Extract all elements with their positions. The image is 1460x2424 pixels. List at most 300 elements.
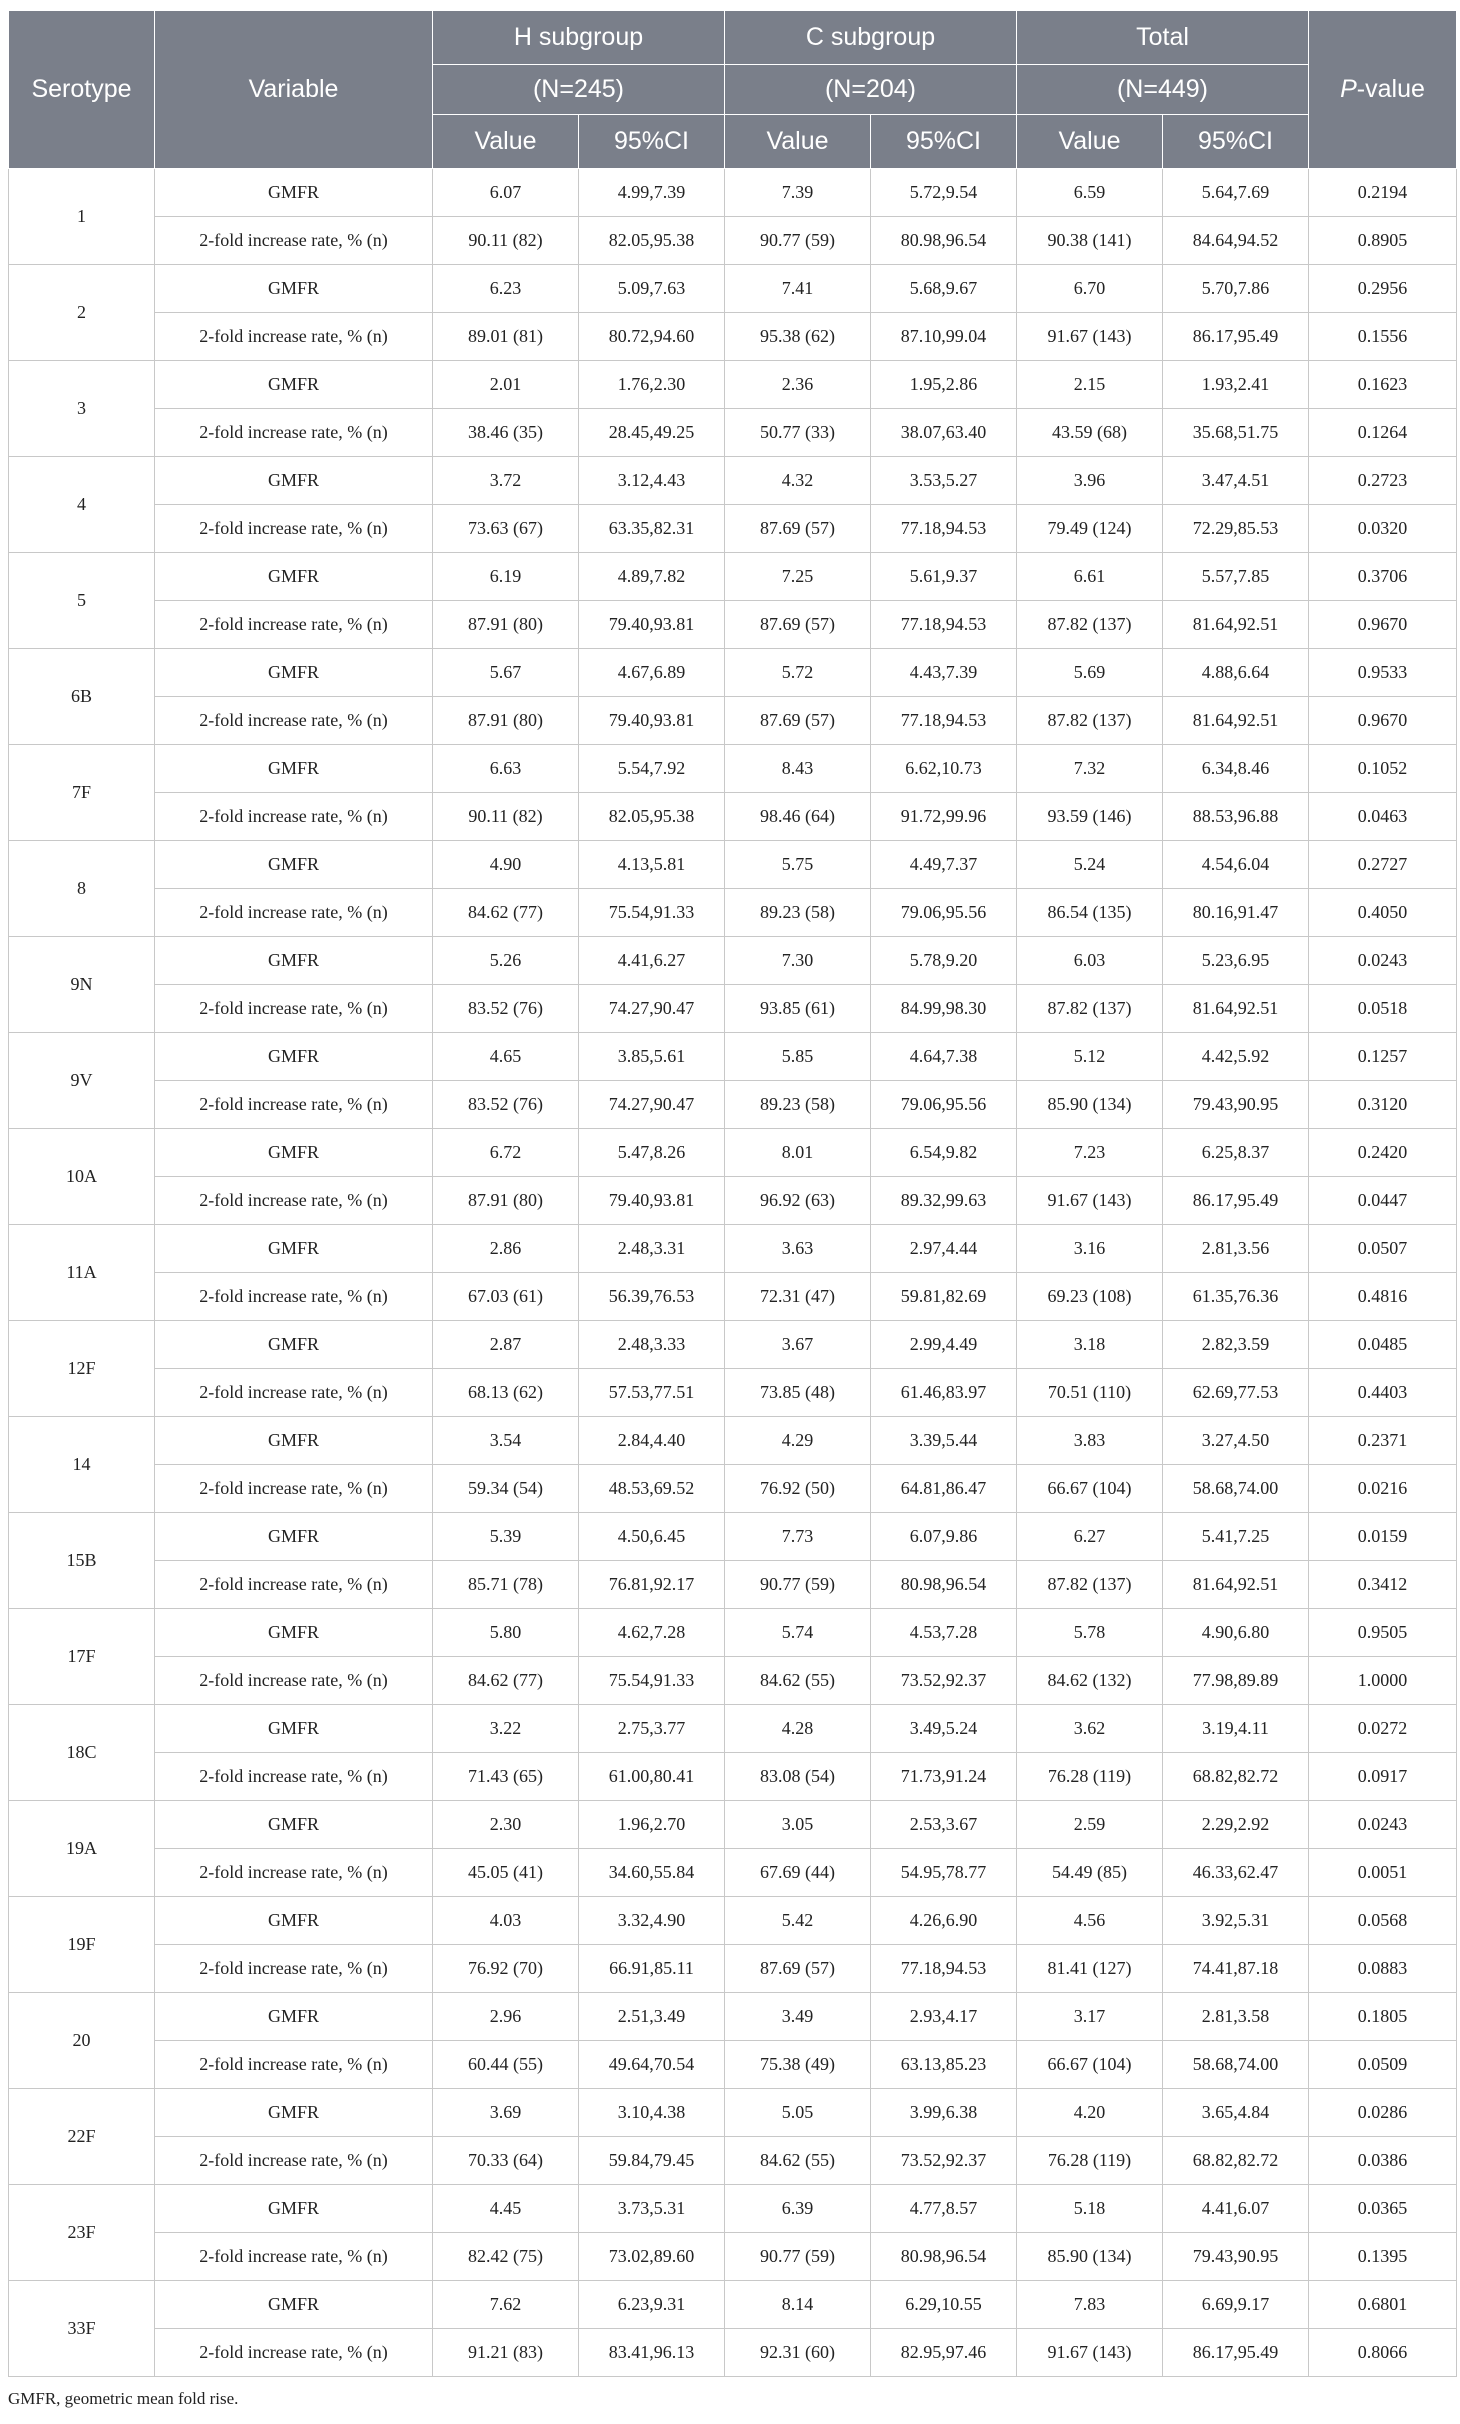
value-cell: 63.13,85.23 [871, 2041, 1017, 2089]
value-cell: 6.25,8.37 [1163, 1129, 1309, 1177]
table-row [9, 793, 1457, 841]
value-cell: 60.44 (55) [433, 2041, 579, 2089]
value-cell: 79.06,95.56 [871, 1081, 1017, 1129]
variable-cell: GMFR [155, 1033, 433, 1081]
table-row [9, 1129, 1457, 1177]
value-cell: 4.45 [433, 2185, 579, 2233]
value-cell: 2.99,4.49 [871, 1321, 1017, 1369]
value-cell: 3.12,4.43 [579, 457, 725, 505]
value-cell: 48.53,69.52 [579, 1465, 725, 1513]
value-cell: 90.38 (141) [1017, 217, 1163, 265]
value-cell: 3.39,5.44 [871, 1417, 1017, 1465]
value-cell: 85.90 (134) [1017, 2233, 1163, 2281]
value-cell: 82.95,97.46 [871, 2329, 1017, 2377]
value-cell: 3.65,4.84 [1163, 2089, 1309, 2137]
value-cell: 1.0000 [1309, 1657, 1457, 1705]
table-row [9, 1849, 1457, 1897]
header-variable: Variable [155, 11, 433, 169]
value-cell: 81.64,92.51 [1163, 985, 1309, 1033]
value-cell: 43.59 (68) [1017, 409, 1163, 457]
table-body [9, 169, 1457, 2377]
value-cell: 87.69 (57) [725, 601, 871, 649]
value-cell: 4.62,7.28 [579, 1609, 725, 1657]
value-cell: 89.01 (81) [433, 313, 579, 361]
value-cell: 3.73,5.31 [579, 2185, 725, 2233]
table-row [9, 1321, 1457, 1369]
header-ci: 95%CI [871, 115, 1017, 169]
value-cell: 5.05 [725, 2089, 871, 2137]
value-cell: 8.43 [725, 745, 871, 793]
variable-cell: 2-fold increase rate, % (n) [155, 1753, 433, 1801]
variable-cell: GMFR [155, 937, 433, 985]
serotype-cell: 6B [9, 649, 155, 745]
variable-cell: GMFR [155, 361, 433, 409]
table-row [9, 313, 1457, 361]
header-value: Value [1017, 115, 1163, 169]
value-cell: 4.50,6.45 [579, 1513, 725, 1561]
value-cell: 4.43,7.39 [871, 649, 1017, 697]
value-cell: 35.68,51.75 [1163, 409, 1309, 457]
value-cell: 0.2420 [1309, 1129, 1457, 1177]
value-cell: 0.0463 [1309, 793, 1457, 841]
value-cell: 2.81,3.58 [1163, 1993, 1309, 2041]
value-cell: 7.73 [725, 1513, 871, 1561]
serotype-cell: 12F [9, 1321, 155, 1417]
variable-cell: 2-fold increase rate, % (n) [155, 2137, 433, 2185]
value-cell: 2.48,3.31 [579, 1225, 725, 1273]
value-cell: 7.30 [725, 937, 871, 985]
value-cell: 38.46 (35) [433, 409, 579, 457]
value-cell: 2.82,3.59 [1163, 1321, 1309, 1369]
value-cell: 5.72,9.54 [871, 169, 1017, 217]
value-cell: 54.95,78.77 [871, 1849, 1017, 1897]
value-cell: 4.13,5.81 [579, 841, 725, 889]
variable-cell: 2-fold increase rate, % (n) [155, 601, 433, 649]
value-cell: 59.34 (54) [433, 1465, 579, 1513]
value-cell: 86.54 (135) [1017, 889, 1163, 937]
value-cell: 0.0386 [1309, 2137, 1457, 2185]
value-cell: 85.90 (134) [1017, 1081, 1163, 1129]
value-cell: 7.23 [1017, 1129, 1163, 1177]
value-cell: 76.92 (70) [433, 1945, 579, 1993]
value-cell: 0.3120 [1309, 1081, 1457, 1129]
value-cell: 4.67,6.89 [579, 649, 725, 697]
table-row [9, 601, 1457, 649]
value-cell: 0.8066 [1309, 2329, 1457, 2377]
value-cell: 72.31 (47) [725, 1273, 871, 1321]
variable-cell: 2-fold increase rate, % (n) [155, 793, 433, 841]
value-cell: 4.56 [1017, 1897, 1163, 1945]
value-cell: 28.45,49.25 [579, 409, 725, 457]
value-cell: 90.77 (59) [725, 1561, 871, 1609]
value-cell: 7.41 [725, 265, 871, 313]
value-cell: 0.0568 [1309, 1897, 1457, 1945]
value-cell: 72.29,85.53 [1163, 505, 1309, 553]
value-cell: 4.29 [725, 1417, 871, 1465]
header-p-italic: P [1340, 75, 1357, 103]
variable-cell: 2-fold increase rate, % (n) [155, 217, 433, 265]
value-cell: 77.18,94.53 [871, 505, 1017, 553]
value-cell: 2.96 [433, 1993, 579, 2041]
value-cell: 0.0216 [1309, 1465, 1457, 1513]
value-cell: 66.91,85.11 [579, 1945, 725, 1993]
value-cell: 5.47,8.26 [579, 1129, 725, 1177]
header-value: Value [433, 115, 579, 169]
value-cell: 3.96 [1017, 457, 1163, 505]
value-cell: 79.40,93.81 [579, 1177, 725, 1225]
value-cell: 3.27,4.50 [1163, 1417, 1309, 1465]
value-cell: 68.82,82.72 [1163, 2137, 1309, 2185]
value-cell: 4.41,6.27 [579, 937, 725, 985]
value-cell: 75.38 (49) [725, 2041, 871, 2089]
value-cell: 83.08 (54) [725, 1753, 871, 1801]
variable-cell: 2-fold increase rate, % (n) [155, 1081, 433, 1129]
value-cell: 88.53,96.88 [1163, 793, 1309, 841]
value-cell: 80.16,91.47 [1163, 889, 1309, 937]
value-cell: 58.68,74.00 [1163, 1465, 1309, 1513]
variable-cell: 2-fold increase rate, % (n) [155, 1177, 433, 1225]
table-row [9, 2041, 1457, 2089]
value-cell: 5.78 [1017, 1609, 1163, 1657]
value-cell: 38.07,63.40 [871, 409, 1017, 457]
value-cell: 7.25 [725, 553, 871, 601]
value-cell: 8.14 [725, 2281, 871, 2329]
header-serotype: Serotype [9, 11, 155, 169]
variable-cell: 2-fold increase rate, % (n) [155, 1657, 433, 1705]
serotype-cell: 33F [9, 2281, 155, 2377]
value-cell: 86.17,95.49 [1163, 2329, 1309, 2377]
table-row [9, 937, 1457, 985]
value-cell: 3.63 [725, 1225, 871, 1273]
table-row [9, 553, 1457, 601]
value-cell: 5.09,7.63 [579, 265, 725, 313]
value-cell: 82.05,95.38 [579, 217, 725, 265]
value-cell: 3.85,5.61 [579, 1033, 725, 1081]
value-cell: 3.67 [725, 1321, 871, 1369]
table-row [9, 2281, 1457, 2329]
value-cell: 45.05 (41) [433, 1849, 579, 1897]
table-row [9, 2185, 1457, 2233]
value-cell: 5.24 [1017, 841, 1163, 889]
value-cell: 0.2956 [1309, 265, 1457, 313]
value-cell: 4.64,7.38 [871, 1033, 1017, 1081]
value-cell: 0.2194 [1309, 169, 1457, 217]
value-cell: 5.67 [433, 649, 579, 697]
value-cell: 0.8905 [1309, 217, 1457, 265]
value-cell: 59.81,82.69 [871, 1273, 1017, 1321]
value-cell: 5.80 [433, 1609, 579, 1657]
variable-cell: 2-fold increase rate, % (n) [155, 409, 433, 457]
value-cell: 4.53,7.28 [871, 1609, 1017, 1657]
value-cell: 74.41,87.18 [1163, 1945, 1309, 1993]
table-row [9, 1609, 1457, 1657]
value-cell: 3.72 [433, 457, 579, 505]
value-cell: 83.41,96.13 [579, 2329, 725, 2377]
serotype-cell: 9N [9, 937, 155, 1033]
value-cell: 6.34,8.46 [1163, 745, 1309, 793]
value-cell: 69.23 (108) [1017, 1273, 1163, 1321]
value-cell: 0.0917 [1309, 1753, 1457, 1801]
value-cell: 3.16 [1017, 1225, 1163, 1273]
value-cell: 5.41,7.25 [1163, 1513, 1309, 1561]
value-cell: 0.0159 [1309, 1513, 1457, 1561]
value-cell: 3.53,5.27 [871, 457, 1017, 505]
value-cell: 0.9670 [1309, 697, 1457, 745]
variable-cell: GMFR [155, 457, 433, 505]
variable-cell: GMFR [155, 841, 433, 889]
value-cell: 2.01 [433, 361, 579, 409]
variable-cell: GMFR [155, 1513, 433, 1561]
serotype-cell: 14 [9, 1417, 155, 1513]
value-cell: 46.33,62.47 [1163, 1849, 1309, 1897]
serotype-cell: 22F [9, 2089, 155, 2185]
value-cell: 4.99,7.39 [579, 169, 725, 217]
value-cell: 75.54,91.33 [579, 1657, 725, 1705]
value-cell: 75.54,91.33 [579, 889, 725, 937]
value-cell: 3.47,4.51 [1163, 457, 1309, 505]
value-cell: 6.54,9.82 [871, 1129, 1017, 1177]
value-cell: 7.62 [433, 2281, 579, 2329]
value-cell: 86.17,95.49 [1163, 313, 1309, 361]
value-cell: 6.59 [1017, 169, 1163, 217]
variable-cell: 2-fold increase rate, % (n) [155, 1369, 433, 1417]
value-cell: 77.18,94.53 [871, 697, 1017, 745]
variable-cell: 2-fold increase rate, % (n) [155, 697, 433, 745]
value-cell: 81.41 (127) [1017, 1945, 1163, 1993]
value-cell: 6.63 [433, 745, 579, 793]
value-cell: 49.64,70.54 [579, 2041, 725, 2089]
value-cell: 8.01 [725, 1129, 871, 1177]
value-cell: 0.0243 [1309, 1801, 1457, 1849]
value-cell: 0.0365 [1309, 2185, 1457, 2233]
value-cell: 5.78,9.20 [871, 937, 1017, 985]
variable-cell: 2-fold increase rate, % (n) [155, 2041, 433, 2089]
value-cell: 3.99,6.38 [871, 2089, 1017, 2137]
serotype-cell: 1 [9, 169, 155, 265]
value-cell: 66.67 (104) [1017, 1465, 1163, 1513]
variable-cell: GMFR [155, 2281, 433, 2329]
value-cell: 2.59 [1017, 1801, 1163, 1849]
value-cell: 2.53,3.67 [871, 1801, 1017, 1849]
variable-cell: 2-fold increase rate, % (n) [155, 1945, 433, 1993]
header-c-subgroup: C subgroup [725, 11, 1017, 65]
value-cell: 87.91 (80) [433, 601, 579, 649]
value-cell: 90.77 (59) [725, 2233, 871, 2281]
variable-cell: GMFR [155, 745, 433, 793]
variable-cell: 2-fold increase rate, % (n) [155, 1849, 433, 1897]
value-cell: 6.72 [433, 1129, 579, 1177]
value-cell: 82.42 (75) [433, 2233, 579, 2281]
value-cell: 0.1556 [1309, 313, 1457, 361]
value-cell: 98.46 (64) [725, 793, 871, 841]
value-cell: 96.92 (63) [725, 1177, 871, 1225]
value-cell: 5.18 [1017, 2185, 1163, 2233]
value-cell: 5.12 [1017, 1033, 1163, 1081]
value-cell: 5.70,7.86 [1163, 265, 1309, 313]
variable-cell: GMFR [155, 169, 433, 217]
table-row [9, 217, 1457, 265]
value-cell: 5.69 [1017, 649, 1163, 697]
value-cell: 2.30 [433, 1801, 579, 1849]
value-cell: 0.4050 [1309, 889, 1457, 937]
value-cell: 6.39 [725, 2185, 871, 2233]
value-cell: 79.43,90.95 [1163, 2233, 1309, 2281]
serotype-cell: 19F [9, 1897, 155, 1993]
value-cell: 4.54,6.04 [1163, 841, 1309, 889]
value-cell: 3.62 [1017, 1705, 1163, 1753]
value-cell: 81.64,92.51 [1163, 601, 1309, 649]
variable-cell: 2-fold increase rate, % (n) [155, 2329, 433, 2377]
value-cell: 3.49 [725, 1993, 871, 2041]
value-cell: 4.90 [433, 841, 579, 889]
value-cell: 0.6801 [1309, 2281, 1457, 2329]
value-cell: 3.22 [433, 1705, 579, 1753]
serotype-cell: 20 [9, 1993, 155, 2089]
value-cell: 67.03 (61) [433, 1273, 579, 1321]
value-cell: 3.69 [433, 2089, 579, 2137]
value-cell: 6.23 [433, 265, 579, 313]
table-row [9, 1657, 1457, 1705]
value-cell: 79.49 (124) [1017, 505, 1163, 553]
value-cell: 2.97,4.44 [871, 1225, 1017, 1273]
value-cell: 71.43 (65) [433, 1753, 579, 1801]
header-ci: 95%CI [1163, 115, 1309, 169]
table-row [9, 1561, 1457, 1609]
value-cell: 1.96,2.70 [579, 1801, 725, 1849]
value-cell: 5.61,9.37 [871, 553, 1017, 601]
variable-cell: GMFR [155, 1609, 433, 1657]
value-cell: 68.13 (62) [433, 1369, 579, 1417]
variable-cell: GMFR [155, 265, 433, 313]
value-cell: 6.29,10.55 [871, 2281, 1017, 2329]
value-cell: 91.67 (143) [1017, 1177, 1163, 1225]
variable-cell: 2-fold increase rate, % (n) [155, 985, 433, 1033]
serotype-cell: 5 [9, 553, 155, 649]
value-cell: 76.81,92.17 [579, 1561, 725, 1609]
value-cell: 50.77 (33) [725, 409, 871, 457]
value-cell: 6.70 [1017, 265, 1163, 313]
value-cell: 0.3412 [1309, 1561, 1457, 1609]
value-cell: 70.33 (64) [433, 2137, 579, 2185]
value-cell: 7.32 [1017, 745, 1163, 793]
value-cell: 0.0320 [1309, 505, 1457, 553]
value-cell: 6.03 [1017, 937, 1163, 985]
value-cell: 0.2371 [1309, 1417, 1457, 1465]
value-cell: 6.23,9.31 [579, 2281, 725, 2329]
value-cell: 1.76,2.30 [579, 361, 725, 409]
value-cell: 76.92 (50) [725, 1465, 871, 1513]
value-cell: 0.9533 [1309, 649, 1457, 697]
value-cell: 2.15 [1017, 361, 1163, 409]
value-cell: 63.35,82.31 [579, 505, 725, 553]
value-cell: 0.0243 [1309, 937, 1457, 985]
value-cell: 0.4403 [1309, 1369, 1457, 1417]
value-cell: 87.82 (137) [1017, 1561, 1163, 1609]
table-row [9, 361, 1457, 409]
value-cell: 82.05,95.38 [579, 793, 725, 841]
value-cell: 87.82 (137) [1017, 601, 1163, 649]
value-cell: 92.31 (60) [725, 2329, 871, 2377]
value-cell: 0.0485 [1309, 1321, 1457, 1369]
value-cell: 0.0507 [1309, 1225, 1457, 1273]
value-cell: 4.32 [725, 457, 871, 505]
value-cell: 73.63 (67) [433, 505, 579, 553]
table-row [9, 265, 1457, 313]
table-row [9, 409, 1457, 457]
value-cell: 61.00,80.41 [579, 1753, 725, 1801]
value-cell: 91.67 (143) [1017, 2329, 1163, 2377]
value-cell: 1.93,2.41 [1163, 361, 1309, 409]
table-row [9, 1897, 1457, 1945]
value-cell: 70.51 (110) [1017, 1369, 1163, 1417]
value-cell: 2.87 [433, 1321, 579, 1369]
table-row [9, 2233, 1457, 2281]
table-row [9, 505, 1457, 553]
value-cell: 4.77,8.57 [871, 2185, 1017, 2233]
value-cell: 80.72,94.60 [579, 313, 725, 361]
value-cell: 7.83 [1017, 2281, 1163, 2329]
variable-cell: 2-fold increase rate, % (n) [155, 505, 433, 553]
header-total-n: (N=449) [1017, 65, 1309, 115]
value-cell: 0.1052 [1309, 745, 1457, 793]
value-cell: 91.67 (143) [1017, 313, 1163, 361]
value-cell: 62.69,77.53 [1163, 1369, 1309, 1417]
header-ci: 95%CI [579, 115, 725, 169]
serotype-cell: 8 [9, 841, 155, 937]
value-cell: 61.46,83.97 [871, 1369, 1017, 1417]
table-row [9, 1369, 1457, 1417]
value-cell: 80.98,96.54 [871, 2233, 1017, 2281]
value-cell: 2.48,3.33 [579, 1321, 725, 1369]
serotype-cell: 11A [9, 1225, 155, 1321]
value-cell: 79.40,93.81 [579, 601, 725, 649]
table-row [9, 169, 1457, 217]
value-cell: 34.60,55.84 [579, 1849, 725, 1897]
value-cell: 89.23 (58) [725, 889, 871, 937]
value-cell: 4.03 [433, 1897, 579, 1945]
value-cell: 4.65 [433, 1033, 579, 1081]
value-cell: 3.05 [725, 1801, 871, 1849]
value-cell: 0.1395 [1309, 2233, 1457, 2281]
header-c-n: (N=204) [725, 65, 1017, 115]
value-cell: 93.59 (146) [1017, 793, 1163, 841]
table-row [9, 1993, 1457, 2041]
value-cell: 2.51,3.49 [579, 1993, 725, 2041]
value-cell: 5.72 [725, 649, 871, 697]
value-cell: 0.3706 [1309, 553, 1457, 601]
table-row [9, 1033, 1457, 1081]
variable-cell: 2-fold increase rate, % (n) [155, 2233, 433, 2281]
serotype-cell: 9V [9, 1033, 155, 1129]
value-cell: 4.28 [725, 1705, 871, 1753]
table-row [9, 697, 1457, 745]
header-h-n: (N=245) [433, 65, 725, 115]
value-cell: 5.64,7.69 [1163, 169, 1309, 217]
value-cell: 0.0883 [1309, 1945, 1457, 1993]
variable-cell: GMFR [155, 1417, 433, 1465]
value-cell: 0.1623 [1309, 361, 1457, 409]
value-cell: 4.88,6.64 [1163, 649, 1309, 697]
table-row [9, 1417, 1457, 1465]
variable-cell: 2-fold increase rate, % (n) [155, 1273, 433, 1321]
table-row [9, 985, 1457, 1033]
value-cell: 0.2723 [1309, 457, 1457, 505]
value-cell: 0.4816 [1309, 1273, 1457, 1321]
value-cell: 5.85 [725, 1033, 871, 1081]
value-cell: 67.69 (44) [725, 1849, 871, 1897]
value-cell: 4.89,7.82 [579, 553, 725, 601]
value-cell: 84.62 (55) [725, 1657, 871, 1705]
